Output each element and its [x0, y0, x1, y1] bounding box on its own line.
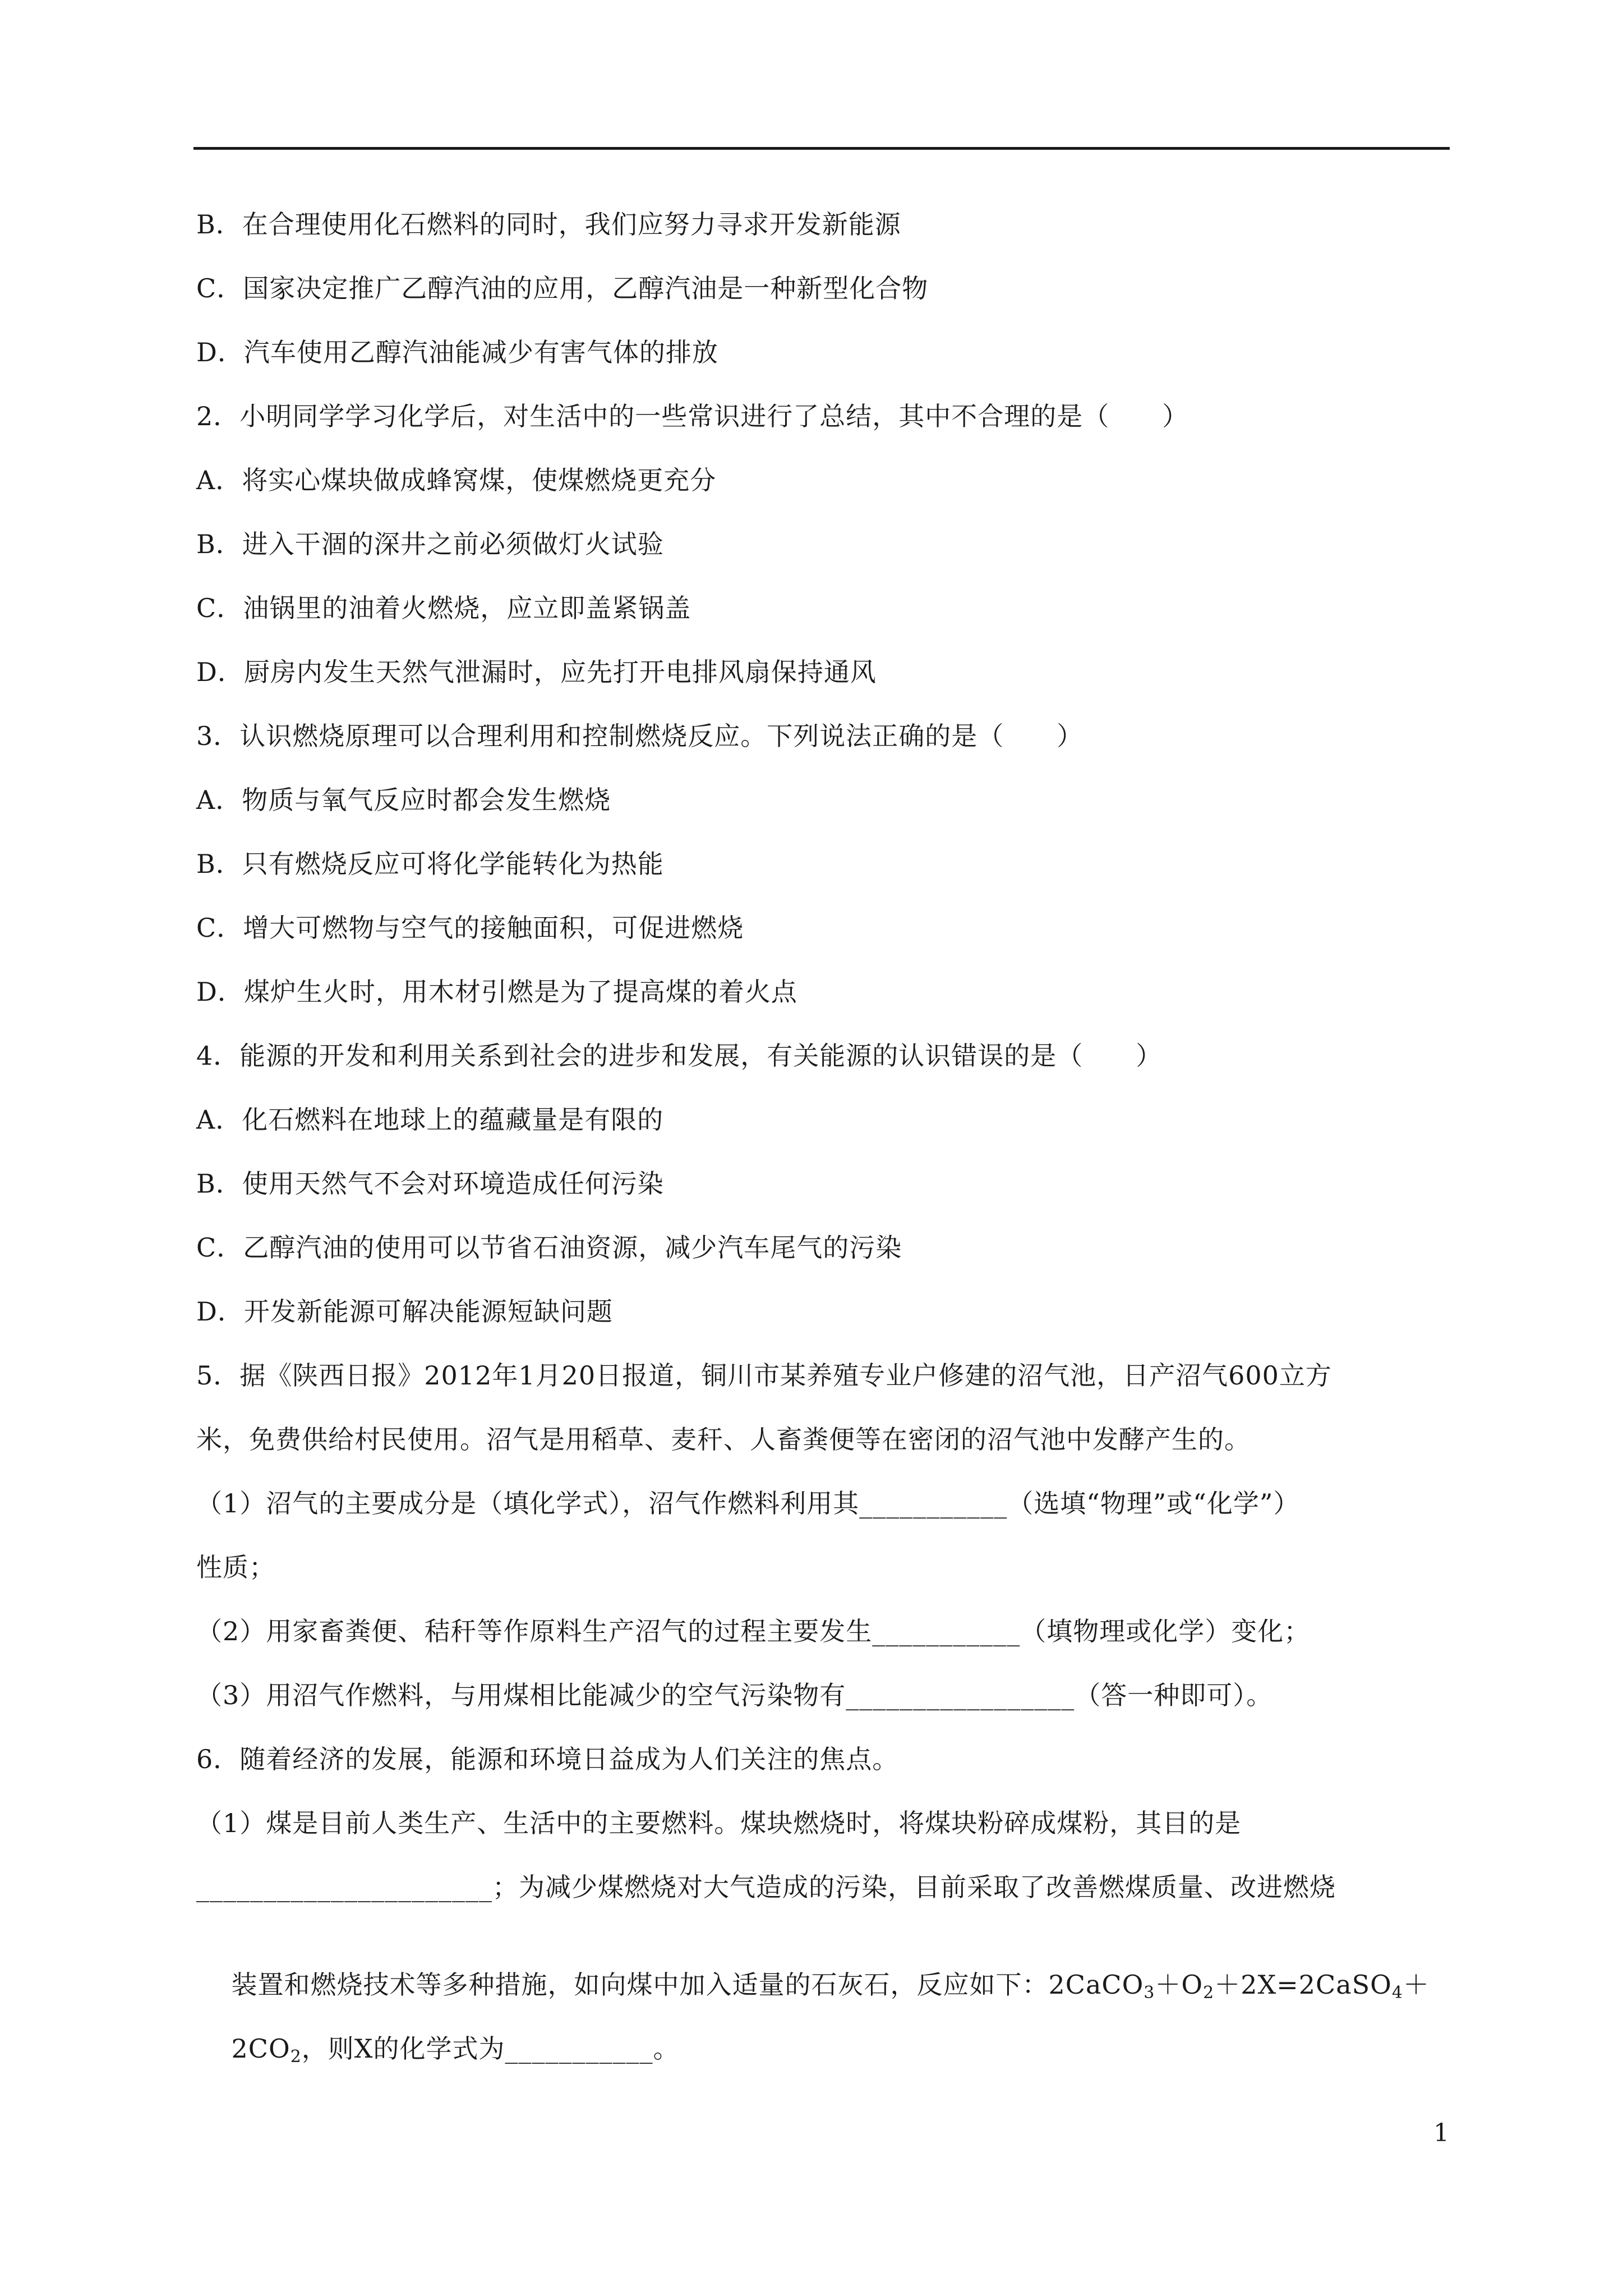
text-line: C．油锅里的油着火燃烧，应立即盖紧锅盖	[196, 593, 691, 623]
page-number: 1	[1433, 2119, 1449, 2147]
equation-text: ＋	[1403, 1970, 1430, 2000]
subscript: 4	[1391, 1983, 1403, 2003]
text-line: B．只有燃烧反应可将化学能转化为热能	[196, 849, 664, 879]
text-line: ______________________；为减少煤燃烧对大气造成的污染，目前采取了改善燃煤质量、改进燃烧	[196, 1872, 1336, 1902]
equation-text: ＋2X=2CaSO	[1214, 1970, 1392, 2000]
text-line: 米，免费供给村民使用。沼气是用稻草、麦秆、人畜粪便等在密闭的沼气池中发酵产生的。	[196, 1424, 1251, 1455]
formula-text: 2CO	[231, 2033, 291, 2064]
text-line	[196, 1998, 680, 2108]
text-line: B．进入干涸的深井之前必须做灯火试验	[196, 529, 664, 559]
text-line: D．厨房内发生天然气泄漏时，应先打开电排风扇保持通风	[196, 657, 877, 687]
text-line: （1）沼气的主要成分是（填化学式），沼气作燃料利用其___________（选填“物理”或“化学”）	[196, 1488, 1300, 1519]
answer-prompt: ，则X的化学式为___________。	[301, 2033, 680, 2064]
text-line: A．化石燃料在地球上的蕴藏量是有限的	[196, 1105, 664, 1135]
text-line: 5．据《陕西日报》2012年1月20日报道，铜川市某养殖专业户修建的沼气池，日产沼气600立方	[196, 1360, 1332, 1391]
text-line: 4．能源的开发和利用关系到社会的进步和发展，有关能源的认识错误的是（ ）	[196, 1041, 1163, 1071]
text-line: 性质；	[196, 1552, 275, 1582]
text-line: （1）煤是目前人类生产、生活中的主要燃料。煤块燃烧时，将煤块粉碎成煤粉，其目的是	[196, 1808, 1242, 1838]
text-line: 6．随着经济的发展，能源和环境日益成为人们关注的焦点。	[196, 1744, 899, 1774]
text-line: D．煤炉生火时，用木材引燃是为了提高煤的着火点	[196, 977, 797, 1007]
text-line: C．乙醇汽油的使用可以节省石油资源，减少汽车尾气的污染	[196, 1232, 902, 1263]
text-line: （3）用沼气作燃料，与用煤相比能减少的空气污染物有_________________（答一种即可）。	[196, 1680, 1273, 1710]
text-line: D．开发新能源可解决能源短缺问题	[196, 1296, 613, 1327]
text-line: C．国家决定推广乙醇汽油的应用，乙醇汽油是一种新型化合物	[196, 273, 929, 303]
text-line: D．汽车使用乙醇汽油能减少有害气体的排放	[196, 337, 718, 367]
subscript: 2	[290, 2047, 302, 2067]
text-line: 3．认识燃烧原理可以合理利用和控制燃烧反应。下列说法正确的是（ ）	[196, 721, 1083, 751]
text-line: B．在合理使用化石燃料的同时，我们应努力寻求开发新能源	[196, 209, 901, 240]
text-line: （2）用家畜粪便、秸秆等作原料生产沼气的过程主要发生___________（填物理或化学）变化；	[196, 1616, 1311, 1646]
text-line: B．使用天然气不会对环境造成任何污染	[196, 1168, 664, 1199]
text-line: C．增大可燃物与空气的接触面积，可促进燃烧	[196, 913, 744, 943]
header-rule	[193, 147, 1450, 150]
subscript: 2	[1203, 1983, 1215, 2003]
text-line: 2．小明同学学习化学后，对生活中的一些常识进行了总结，其中不合理的是（ ）	[196, 401, 1189, 431]
equation-text: 装置和燃烧技术等多种措施，如向煤中加入适量的石灰石，反应如下：2CaCO	[231, 1970, 1144, 2000]
text-line: A．物质与氧气反应时都会发生燃烧	[196, 785, 611, 815]
equation-text: ＋O	[1155, 1970, 1204, 2000]
subscript: 3	[1144, 1983, 1155, 2003]
text-line: A．将实心煤块做成蜂窝煤，使煤燃烧更充分	[196, 465, 717, 495]
